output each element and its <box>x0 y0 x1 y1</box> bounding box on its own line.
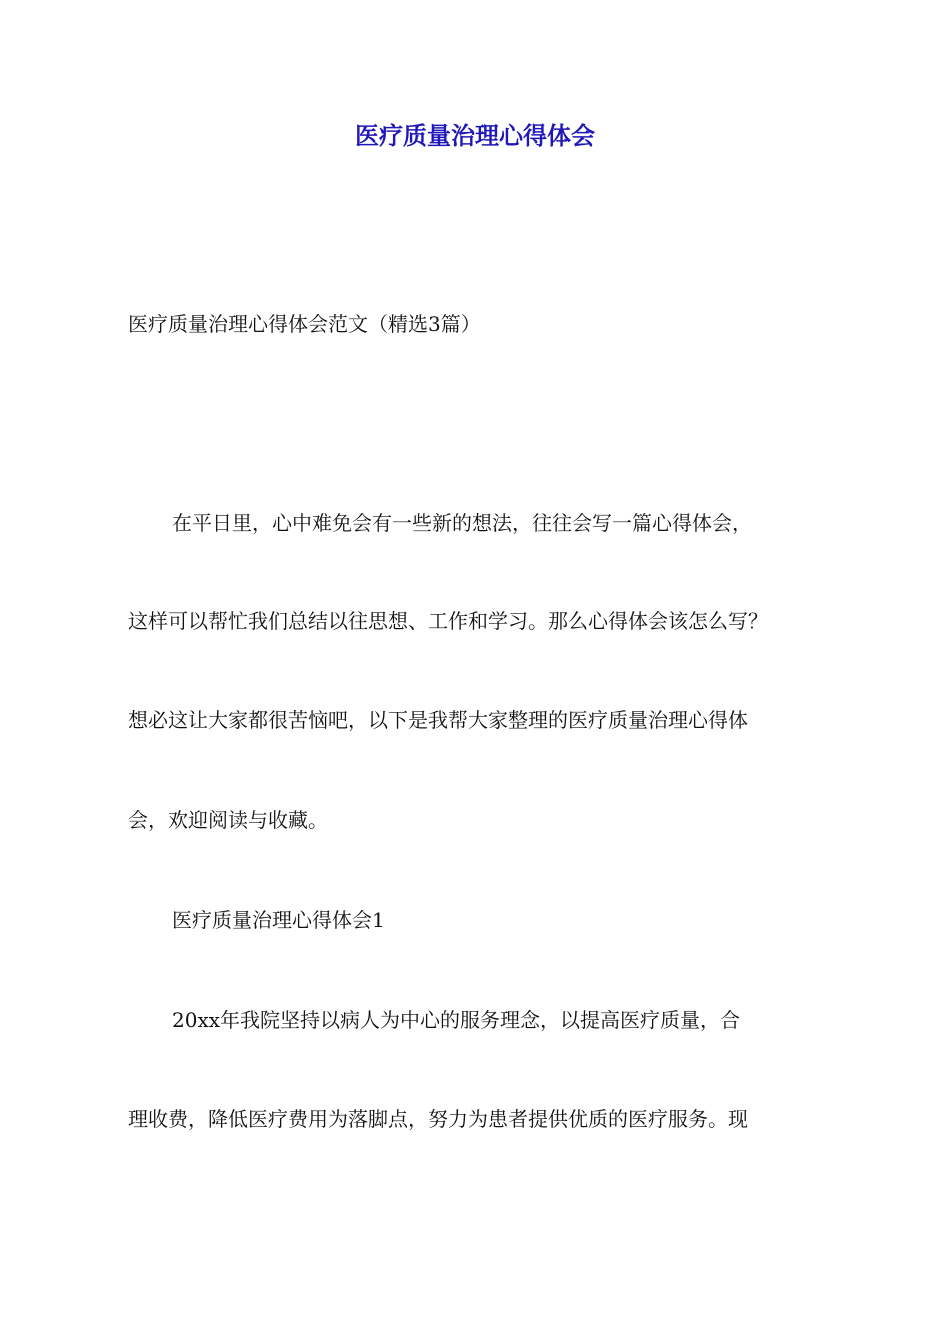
paragraph-2-line-1: 20xx年我院坚持以病人为中心的服务理念，以提高医疗质量，合 <box>172 1008 741 1032</box>
paragraph-1-line-1: 在平日里，心中难免会有一些新的想法，往往会写一篇心得体会， <box>172 511 752 535</box>
paragraph-1-line-4: 会，欢迎阅读与收藏。 <box>128 808 328 832</box>
document-subtitle: 医疗质量治理心得体会范文（精选3篇） <box>128 312 481 336</box>
paragraph-1-line-2: 这样可以帮忙我们总结以往思想、工作和学习。那么心得体会该怎么写？ <box>128 609 768 633</box>
paragraph-2-line-2: 理收费，降低医疗费用为落脚点，努力为患者提供优质的医疗服务。现 <box>128 1107 748 1131</box>
section-1-heading: 医疗质量治理心得体会1 <box>172 908 385 932</box>
paragraph-1-line-3: 想必这让大家都很苦恼吧，以下是我帮大家整理的医疗质量治理心得体 <box>128 708 748 732</box>
document-title: 医疗质量治理心得体会 <box>355 122 595 150</box>
